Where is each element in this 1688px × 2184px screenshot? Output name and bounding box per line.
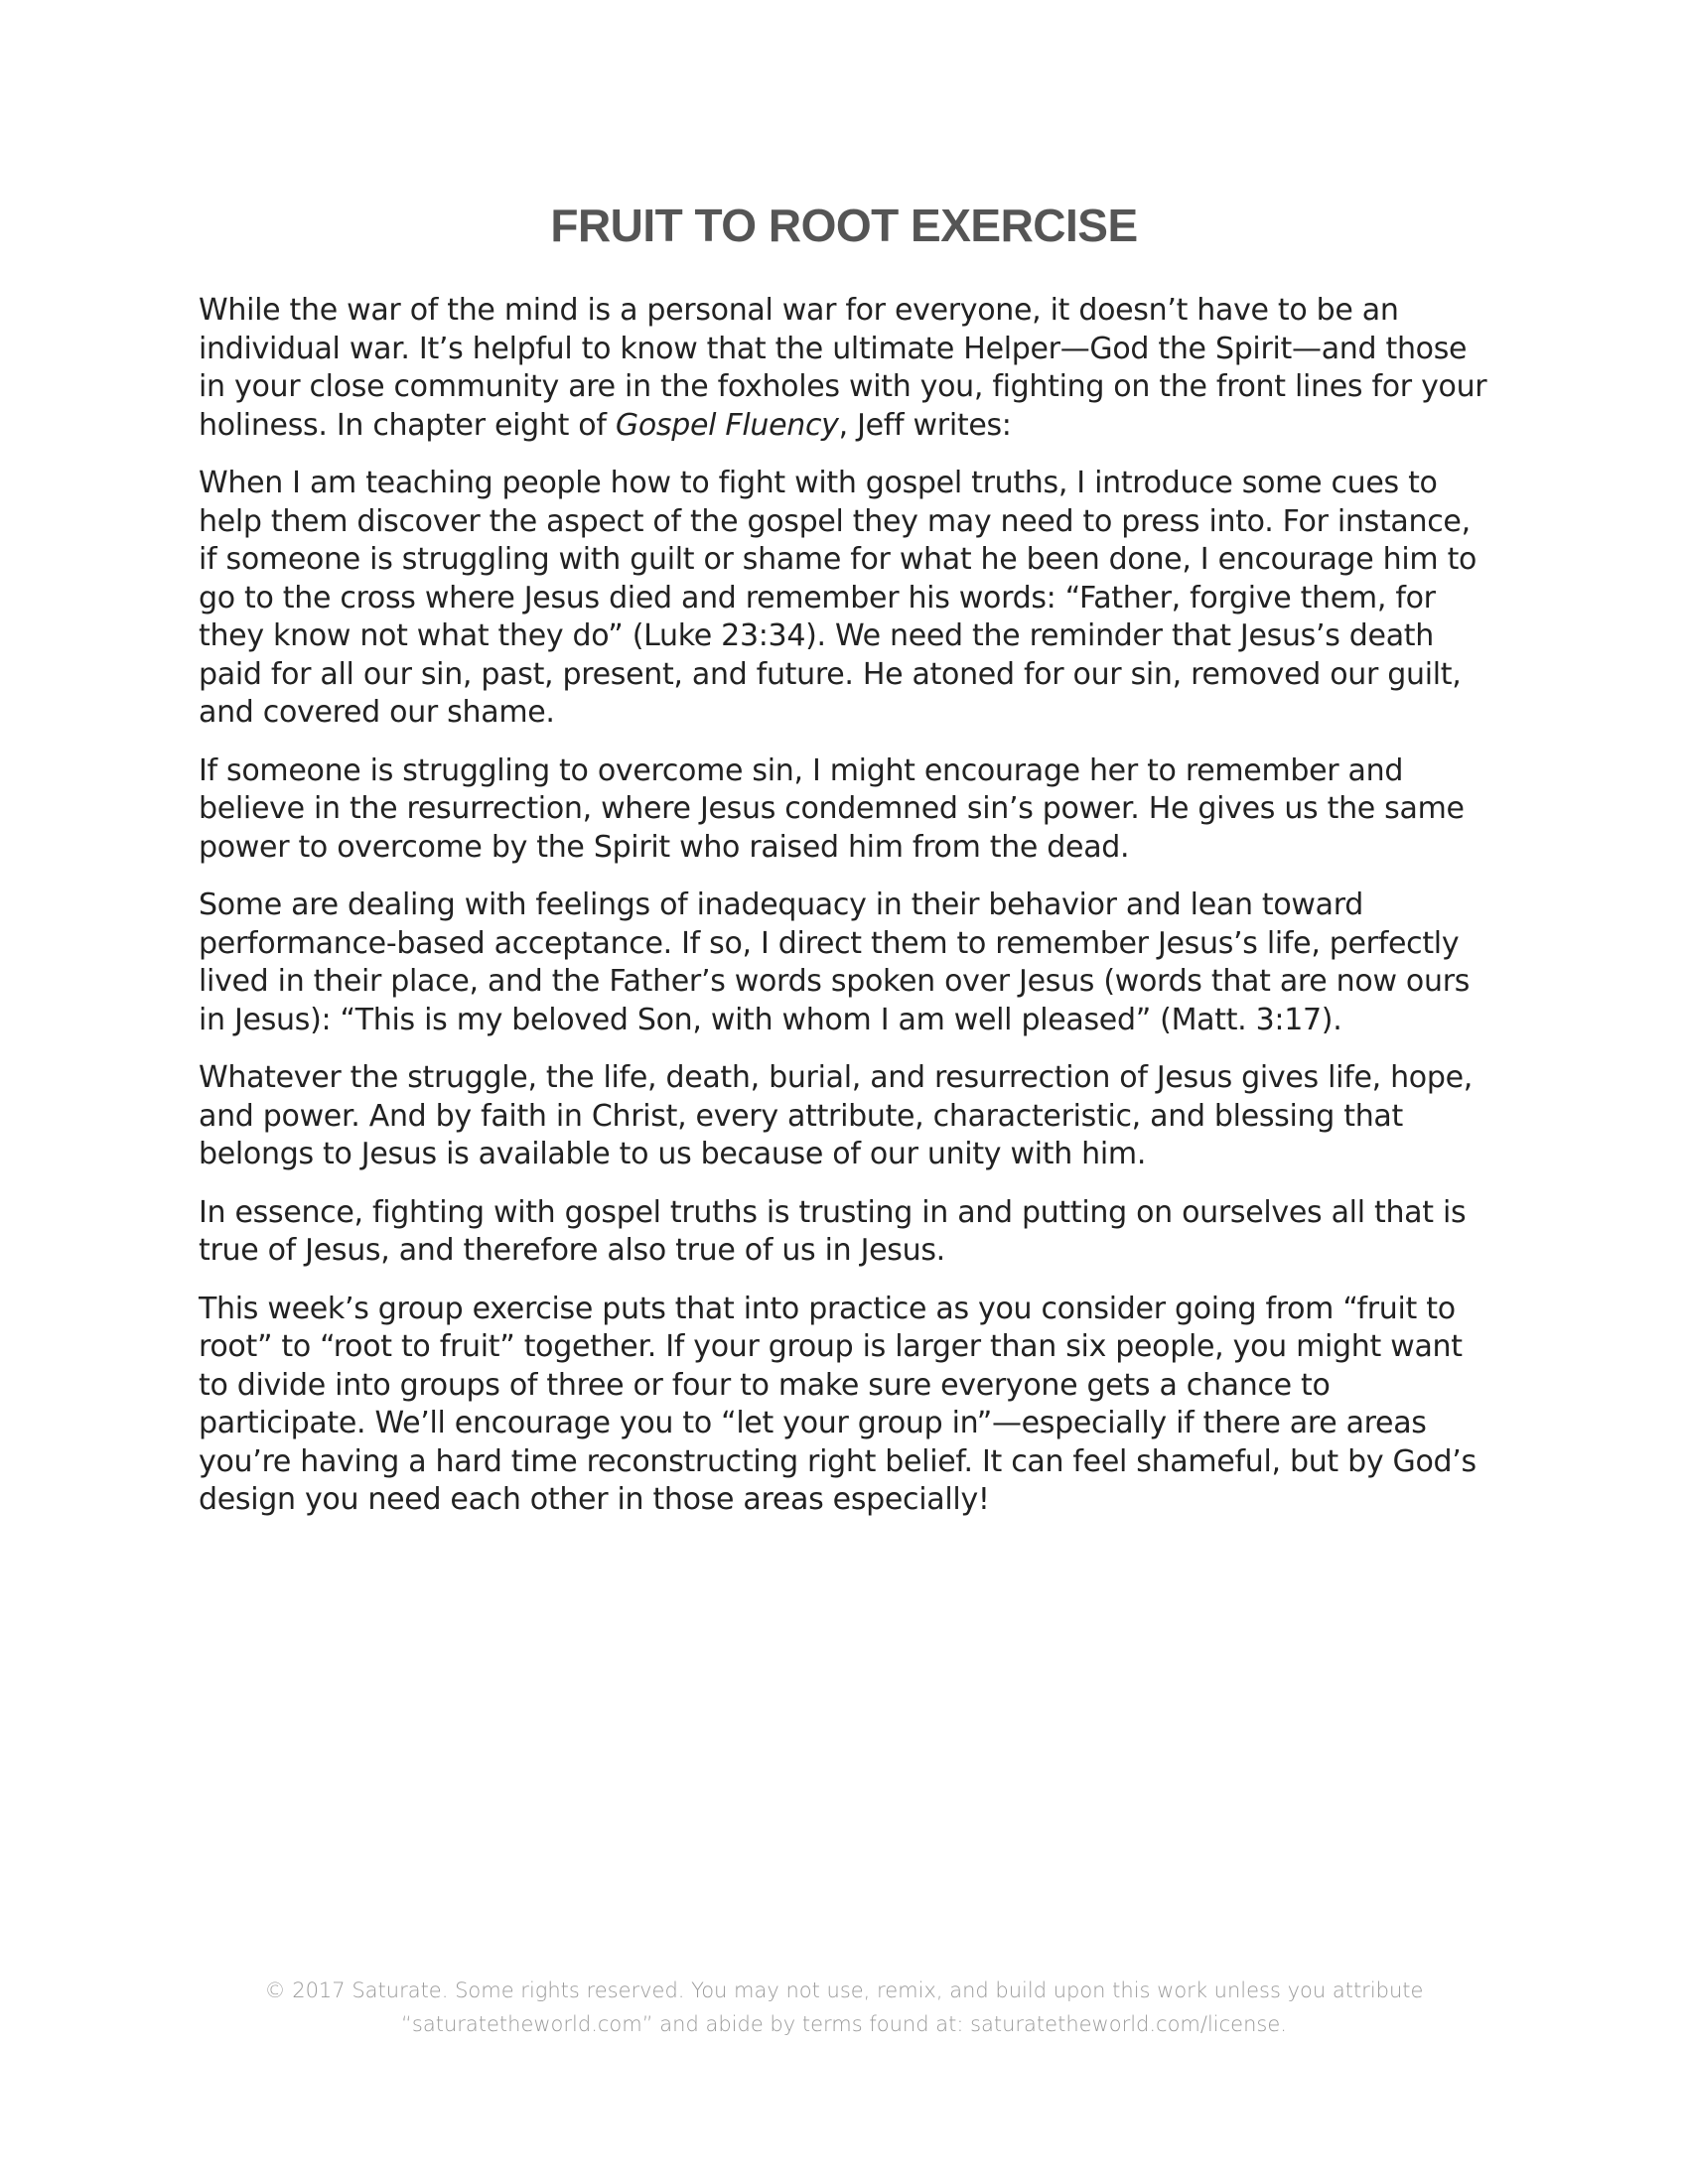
page-title: FRUIT TO ROOT EXERCISE [550, 200, 1138, 251]
paragraph-intro-end: , Jeff writes: [838, 407, 1012, 443]
paragraph-intro [199, 292, 1489, 445]
paragraph-life: Some are dealing with feelings of inadequacy in their behavior and lean toward performance-based acceptance. If so, I direct them to remember Jesus’s life, perfectly lived in their place, and the Father’s words spoken over Jesus (words that are now ours in Jesus): “This is my beloved Son, with whom I am well pleased” (Matt. 3:17). [199, 887, 1471, 1037]
paragraph-resurrection: If someone is struggling to overcome sin, I might encourage her to remember and believe in the resurrection, where Jesus condemned sin’s power. He gives us the same power to overcome by the Spirit who raised him from the dead. [199, 752, 1465, 865]
book-title: Gospel Fluency [615, 407, 839, 443]
paragraph-struggle: Whatever the struggle, the life, death, burial, and resurrection of Jesus gives life, hope, and power. And by faith in Christ, every attribute, characteristic, and blessing that belongs to Jesus is available to us because of our unity with him. [199, 1060, 1473, 1171]
paragraph-group-exercise: This week’s group exercise puts that into practice as you consider going from “fruit to root” to “root to fruit” together. If your group is larger than six people, you might want to divide into groups of three or four to make sure everyone gets a chance to participate. We’ll encourage you to “let your group in”—especially if there are areas you’re having a hard time reconstructing right belief. It can feel shameful, but by God’s design you need each other in those areas especially! [199, 1291, 1477, 1517]
footer-line-1: © 2017 Saturate. Some rights reserved. You may not use, remix, and build upon this work unless you attribute [264, 1979, 1424, 2002]
body-text [199, 292, 1489, 1540]
copyright-footer [0, 1974, 1688, 2041]
paragraph-cross: When I am teaching people how to fight with gospel truths, I introduce some cues to help them discover the aspect of the gospel they may need to press into. For instance, if someone is struggling with guilt or shame for what he been done, I encourage him to go to the cross where Jesus died and remember his words: “Father, forgive them, for they know not what they do” (Luke 23:34). We need the reminder that Jesus’s death paid for all our sin, past, present, and future. He atoned for our sin, removed our guilt, and covered our shame. [199, 466, 1477, 730]
paragraph-intro-text: While the war of the mind is a personal war for everyone, it doesn’t have to be an individual war. It’s helpful to know that the ultimate Helper—God the Spirit—and those in your close community are in the foxholes with you, fighting on the front lines for your holiness. In chapter eight of [199, 293, 1487, 443]
footer-line-2: “saturatetheworld.com” and abide by terms found at: saturatetheworld.com/license. [401, 2012, 1287, 2036]
paragraph-essence: In essence, fighting with gospel truths is trusting in and putting on ourselves all that is true of Jesus, and therefore also true of us in Jesus. [199, 1194, 1467, 1268]
